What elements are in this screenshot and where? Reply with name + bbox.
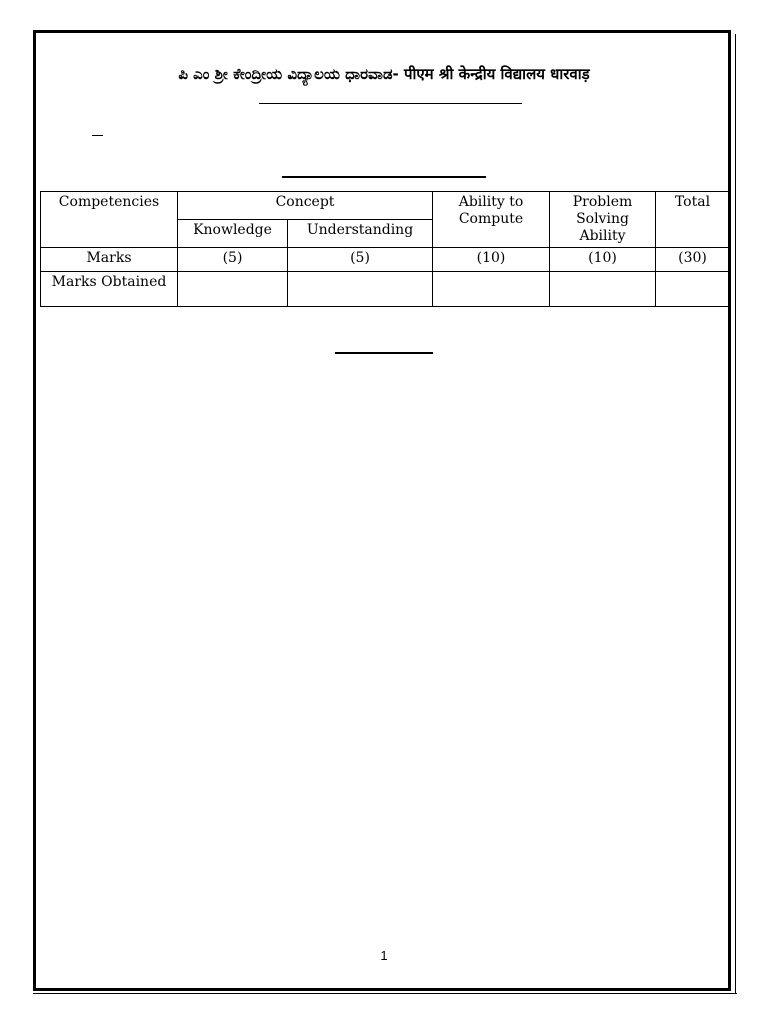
header-competencies: Competencies <box>41 192 178 248</box>
header-total: Total <box>656 192 730 248</box>
obtained-total-cell[interactable] <box>656 272 730 307</box>
table-row <box>41 272 730 307</box>
header-concept: Concept <box>178 192 433 220</box>
competency-marks-table <box>40 191 730 307</box>
marks-ability-to-compute: (10) <box>433 248 550 272</box>
row-label-marks-obtained: Marks Obtained <box>41 272 178 307</box>
marks-total: (30) <box>656 248 730 272</box>
marks-knowledge: (5) <box>178 248 288 272</box>
marks-problem-solving: (10) <box>550 248 656 272</box>
underline-rule <box>282 176 486 178</box>
header-understanding: Understanding <box>288 220 433 248</box>
page-number: 1 <box>380 948 388 963</box>
header-ability-to-compute: Ability to Compute <box>433 192 550 248</box>
school-title: ಪಿ ಎಂ ಶ್ರೀ ಕೇಂದ್ರೀಯ ವಿದ್ಯಾಲಯ ಧಾರವಾಡ- पीएम श्री केन्द्रीय विद्यालय धारवाड़ <box>178 65 590 83</box>
header-knowledge: Knowledge <box>178 220 288 248</box>
short-dash-rule <box>92 135 103 136</box>
obtained-problem-solving-cell[interactable] <box>550 272 656 307</box>
marks-understanding: (5) <box>288 248 433 272</box>
table-row <box>41 248 730 272</box>
page-border <box>33 30 731 991</box>
obtained-knowledge-cell[interactable] <box>178 272 288 307</box>
obtained-ability-to-compute-cell[interactable] <box>433 272 550 307</box>
page-border-shadow-bottom <box>33 993 737 994</box>
row-label-marks: Marks <box>41 248 178 272</box>
header-problem-solving: Problem Solving Ability <box>550 192 656 248</box>
obtained-understanding-cell[interactable] <box>288 272 433 307</box>
underline-rule <box>259 103 522 104</box>
underline-rule <box>335 352 433 354</box>
page-border-shadow-right <box>735 34 736 994</box>
